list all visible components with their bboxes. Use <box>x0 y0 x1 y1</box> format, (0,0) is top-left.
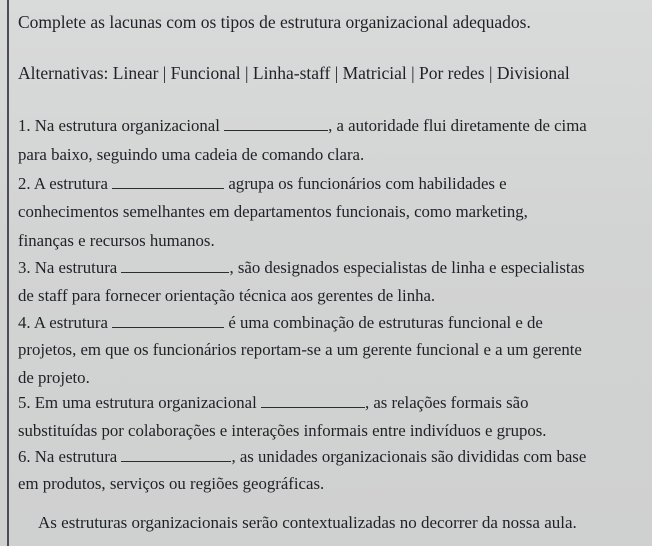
alternatives-list: Alternativas: Linear | Funcional | Linha-staff | Matricial | Por redes | Divisional <box>18 63 570 83</box>
question-4-text-before: 4. A estrutura <box>18 313 108 332</box>
question-4-text-after: é uma combinação de estruturas funcional e de <box>228 313 543 332</box>
question-5-line-1 <box>18 393 529 413</box>
question-4-line-1 <box>18 313 543 333</box>
question-4-line-3: de projeto. <box>18 368 90 387</box>
question-1-line-1 <box>18 116 587 136</box>
question-3-text-after: , são designados especialistas de linha e especialistas <box>229 258 585 277</box>
question-1-text-before: 1. Na estrutura organizacional <box>18 116 220 135</box>
question-1-blank[interactable] <box>224 116 328 131</box>
question-3-line-2: de staff para fornecer orientação técnica aos gerentes de linha. <box>18 286 436 305</box>
question-1-line-2: para baixo, seguindo uma cadeia de comando clara. <box>18 145 365 164</box>
question-3-line-1 <box>18 258 585 278</box>
question-4-line-2: projetos, em que os funcionários reportam-se a um gerente funcional e a um gerente <box>18 340 582 359</box>
question-6-line-2: em produtos, serviços ou regiões geográficas. <box>18 474 325 493</box>
question-1-text-after: , a autoridade flui diretamente de cima <box>328 116 587 135</box>
page-edge-divider <box>7 0 9 546</box>
question-2-text-before: 2. A estrutura <box>18 174 108 193</box>
question-6-line-1 <box>18 447 586 467</box>
question-4-blank[interactable] <box>112 313 224 328</box>
question-2-text-after: agrupa os funcionários com habilidades e <box>228 174 507 193</box>
question-6-text-before: 6. Na estrutura <box>18 447 118 466</box>
question-5-line-2: substituídas por colaborações e interações informais entre indivíduos e grupos. <box>18 421 547 440</box>
question-2-line-1 <box>18 174 507 194</box>
footer-note: As estruturas organizacionais serão contextualizadas no decorrer da nossa aula. <box>38 513 577 532</box>
question-6-text-after: , as unidades organizacionais são divididas com base <box>231 447 587 466</box>
question-6-blank[interactable] <box>121 447 231 462</box>
question-5-blank[interactable] <box>261 393 365 408</box>
question-3-blank[interactable] <box>121 258 229 273</box>
question-5-text-after: , as relações formais são <box>364 393 529 412</box>
question-5-text-before: 5. Em uma estrutura organizacional <box>18 393 257 412</box>
instruction-heading: Complete as lacunas com os tipos de estrutura organizacional adequados. <box>18 12 531 32</box>
question-2-line-3: finanças e recursos humanos. <box>18 231 215 250</box>
question-2-line-2: conhecimentos semelhantes em departamentos funcionais, como marketing, <box>18 202 528 221</box>
question-2-blank[interactable] <box>112 174 224 189</box>
question-3-text-before: 3. Na estrutura <box>18 258 118 277</box>
